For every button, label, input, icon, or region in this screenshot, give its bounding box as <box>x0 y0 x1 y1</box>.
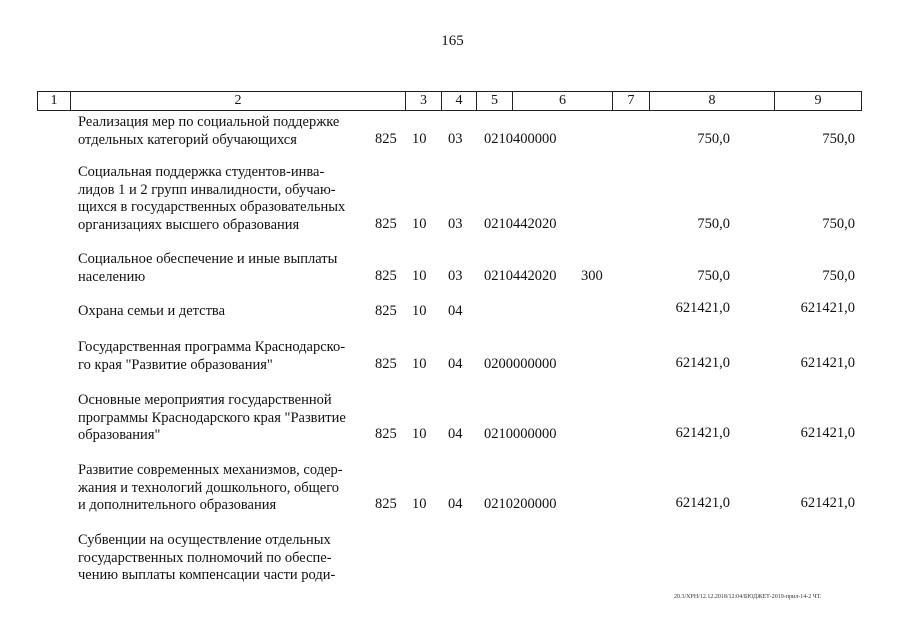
cell-section: 10 <box>412 426 427 442</box>
cell-section: 10 <box>412 303 427 319</box>
header-cell-8: 8 <box>650 92 775 110</box>
cell-target-article: 0210200000 <box>484 496 557 512</box>
description-line: щихся в государственных образовательных <box>78 199 346 215</box>
cell-admin-code: 825 <box>375 356 397 372</box>
description-line: го края "Развитие образования" <box>78 356 273 373</box>
cell-target-article: 0210442020 <box>484 268 557 284</box>
cell-amount-col8: 621421,0 <box>675 495 730 511</box>
row-description <box>78 114 363 149</box>
footer-stamp: 20.3/ХРН/12.12.2018/12:04/БЮДЖЕТ-2019-прил-14-2 ЧТ. <box>674 594 822 600</box>
cell-amount-col8: 621421,0 <box>675 300 730 316</box>
cell-amount-col8: 621421,0 <box>675 425 730 441</box>
cell-target-article: 0200000000 <box>484 356 557 372</box>
row-description <box>78 164 363 234</box>
description-line: организациях высшего образования <box>78 216 300 233</box>
cell-subsection: 04 <box>448 303 463 319</box>
header-cell-5: 5 <box>477 92 513 110</box>
description-line: Основные мероприятия государственной <box>78 392 332 408</box>
header-cell-6: 6 <box>513 92 613 110</box>
description-line: программы Краснодарского края "Развитие <box>78 409 346 426</box>
cell-admin-code: 825 <box>375 303 397 319</box>
row-description <box>78 303 363 321</box>
cell-section: 10 <box>412 131 427 147</box>
header-cell-7: 7 <box>613 92 650 110</box>
cell-subsection: 04 <box>448 426 463 442</box>
cell-amount-col9: 750,0 <box>822 268 855 284</box>
cell-amount-col8: 621421,0 <box>675 355 730 371</box>
cell-amount-col9: 750,0 <box>822 216 855 232</box>
cell-amount-col9: 621421,0 <box>800 495 855 511</box>
cell-section: 10 <box>412 356 427 372</box>
cell-subsection: 03 <box>448 268 463 284</box>
description-line: отдельных категорий обучающихся <box>78 131 297 148</box>
cell-amount-col9: 750,0 <box>822 131 855 147</box>
description-line: Охрана семьи и детства <box>78 303 226 319</box>
cell-target-article: 0210442020 <box>484 216 557 232</box>
row-description <box>78 532 363 585</box>
cell-subsection: 03 <box>448 216 463 232</box>
description-line: Государственная программа Краснодарско- <box>78 339 346 355</box>
description-line: образования" <box>78 427 161 443</box>
header-cell-9: 9 <box>814 93 822 108</box>
cell-expense-type: 300 <box>581 268 603 284</box>
description-line: государственных полномочий по обеспе- <box>78 549 332 566</box>
cell-amount-col8: 750,0 <box>697 216 730 232</box>
row-description <box>78 251 363 286</box>
cell-amount-col9: 621421,0 <box>800 425 855 441</box>
header-cell-1: 1 <box>38 92 71 110</box>
description-line: Реализация мер по социальной поддержке <box>78 114 340 130</box>
cell-section: 10 <box>412 268 427 284</box>
cell-section: 10 <box>412 216 427 232</box>
cell-admin-code: 825 <box>375 131 397 147</box>
description-line: Социальная поддержка студентов-инва- <box>78 164 325 180</box>
cell-amount-col9: 621421,0 <box>800 355 855 371</box>
row-description <box>78 462 363 515</box>
cell-target-article: 0210400000 <box>484 131 557 147</box>
cell-amount-col8: 750,0 <box>697 268 730 284</box>
header-cell-4: 4 <box>442 92 477 110</box>
table-header-row <box>37 91 862 111</box>
header-cell-3: 3 <box>406 92 442 110</box>
description-line: Субвенции на осуществление отдельных <box>78 532 331 548</box>
cell-section: 10 <box>412 496 427 512</box>
description-line: жания и технологий дошкольного, общего <box>78 479 340 496</box>
cell-subsection: 04 <box>448 496 463 512</box>
row-description <box>78 392 363 445</box>
description-line: Социальное обеспечение и иные выплаты <box>78 251 338 267</box>
description-line: и дополнительного образования <box>78 497 277 513</box>
description-line: Развитие современных механизмов, содер- <box>78 462 343 478</box>
cell-subsection: 04 <box>448 356 463 372</box>
description-line: населению <box>78 268 146 285</box>
row-description <box>78 339 363 374</box>
description-line: лидов 1 и 2 групп инвалидности, обучаю- <box>78 181 336 198</box>
cell-subsection: 03 <box>448 131 463 147</box>
cell-amount-col8: 750,0 <box>697 131 730 147</box>
cell-target-article: 0210000000 <box>484 426 557 442</box>
cell-admin-code: 825 <box>375 496 397 512</box>
header-cell-2: 2 <box>71 92 406 110</box>
description-line: чению выплаты компенсации части роди- <box>78 567 336 583</box>
page-number: 165 <box>441 33 464 49</box>
cell-amount-col9: 621421,0 <box>800 300 855 316</box>
cell-admin-code: 825 <box>375 216 397 232</box>
cell-admin-code: 825 <box>375 426 397 442</box>
cell-admin-code: 825 <box>375 268 397 284</box>
